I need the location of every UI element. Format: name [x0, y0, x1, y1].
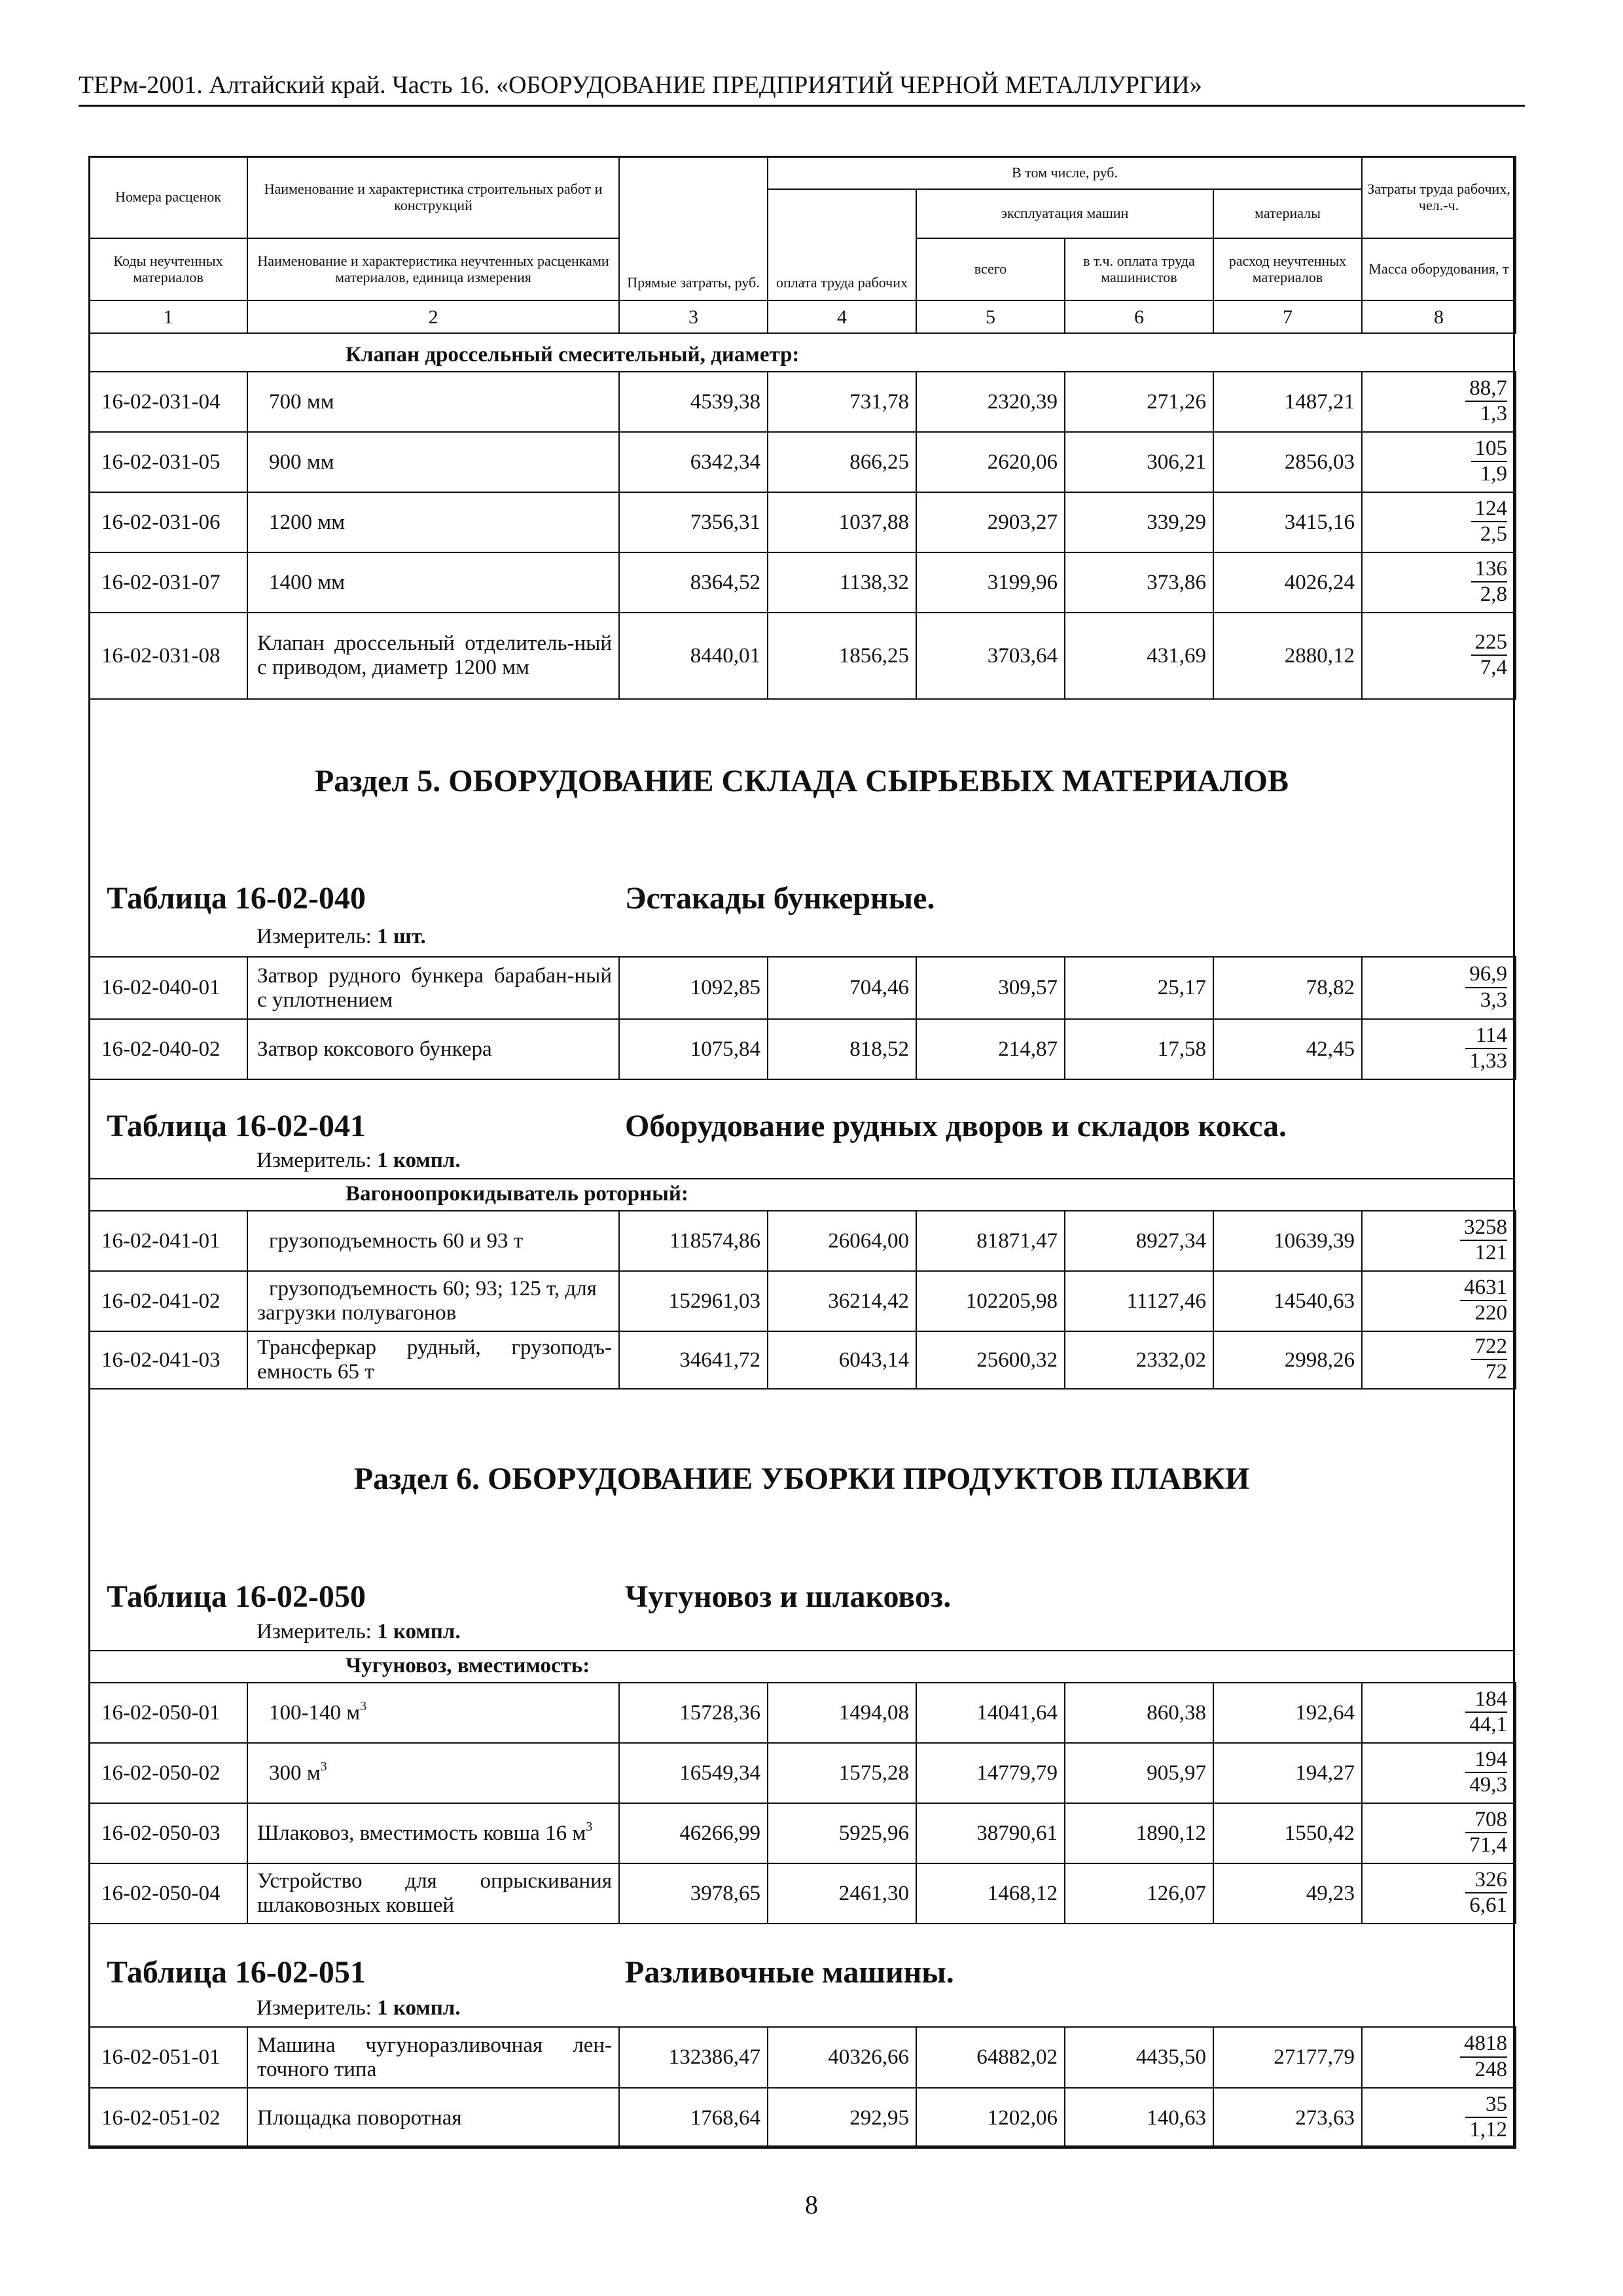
column-number: 8: [1362, 300, 1516, 333]
direct-cost: 16549,34: [619, 1743, 768, 1803]
rate-name: [247, 1683, 619, 1743]
measurement-unit: [257, 1996, 461, 2020]
group-subtitle: Клапан дроссельный смесительный, диаметр:: [89, 339, 1516, 372]
machines-header: эксплуатация машин: [916, 189, 1213, 238]
rate-number-header: Номера расценок: [89, 156, 247, 238]
operators-pay: 25,17: [1065, 957, 1213, 1019]
rate-code: 16-02-031-04: [89, 372, 247, 432]
direct-cost: 3978,65: [619, 1863, 768, 1924]
operators-pay: 271,26: [1065, 372, 1213, 432]
section-heading: Раздел 5. ОБОРУДОВАНИЕ СКЛАДА СЫРЬЕВЫХ МАТЕРИАЛОВ: [314, 764, 1289, 798]
labor-value: 184: [1465, 1689, 1507, 1713]
operators-pay: 2332,02: [1065, 1331, 1213, 1389]
column-number: 5: [916, 300, 1065, 333]
direct-cost: 46266,99: [619, 1803, 768, 1863]
labor-value: 114: [1465, 1025, 1507, 1050]
materials-cost: 1550,42: [1213, 1803, 1362, 1863]
machines-total: 64882,02: [916, 2027, 1065, 2088]
workers-pay: 818,52: [768, 1019, 916, 1079]
operators-pay: 126,07: [1065, 1863, 1213, 1924]
rate-name-text: Шлаковоз, вместимость ковша 16 м: [257, 1821, 586, 1845]
materials-cost: 192,64: [1213, 1683, 1362, 1743]
labor-mass: [1362, 1803, 1516, 1863]
including-header: В том числе, руб.: [768, 156, 1362, 189]
materials-cost: 78,82: [1213, 957, 1362, 1019]
labor-mass: [1362, 1863, 1516, 1924]
materials-cost: 42,45: [1213, 1019, 1362, 1079]
rate-code: 16-02-050-04: [89, 1863, 247, 1924]
rate-code: 16-02-051-02: [89, 2088, 247, 2148]
workers-pay: 2461,30: [768, 1863, 916, 1924]
table-row: [89, 1743, 1516, 1803]
operators-pay: 373,86: [1065, 552, 1213, 613]
mass-value: 1,12: [1469, 2118, 1507, 2142]
workers-pay: 704,46: [768, 957, 916, 1019]
machines-total: 1468,12: [916, 1863, 1065, 1924]
operators-pay: 11127,46: [1065, 1271, 1213, 1331]
unit-value: 1 компл.: [377, 1149, 461, 1172]
measurement-unit: [257, 925, 426, 949]
workers-pay: 5925,96: [768, 1803, 916, 1863]
direct-cost: 15728,36: [619, 1683, 768, 1743]
labor-mass: [1362, 1683, 1516, 1743]
table-row: [89, 432, 1516, 492]
unaccounted-names-header: Наименование и характеристика неучтенных расценками материалов, единица измерения: [247, 238, 619, 300]
table-row: [89, 372, 1516, 432]
workers-pay: 1494,08: [768, 1683, 916, 1743]
group-subtitle: Чугуновоз, вместимость:: [89, 1650, 1516, 1683]
table-16-02-050: [88, 1650, 1516, 1924]
workers-pay: 731,78: [768, 372, 916, 432]
mass-value: 1,33: [1469, 1049, 1507, 1073]
column-number: 6: [1065, 300, 1213, 333]
rate-code: 16-02-041-01: [89, 1211, 247, 1271]
operators-pay: 140,63: [1065, 2088, 1213, 2148]
operators-pay: 4435,50: [1065, 2027, 1213, 2088]
mass-value: 121: [1474, 1241, 1508, 1265]
materials-cost: 2856,03: [1213, 432, 1362, 492]
rate-name: Машина чугуноразливочная лен-точного типа: [247, 2027, 619, 2088]
machines-total: 3703,64: [916, 613, 1065, 699]
machines-total: 3199,96: [916, 552, 1065, 613]
materials-cost: 1487,21: [1213, 372, 1362, 432]
section-heading: Раздел 6. ОБОРУДОВАНИЕ УБОРКИ ПРОДУКТОВ ПЛАВКИ: [353, 1462, 1250, 1496]
workers-pay: 6043,14: [768, 1331, 916, 1389]
materials-cost: 10639,39: [1213, 1211, 1362, 1271]
mass-value: 1,3: [1480, 402, 1508, 426]
unit-value: 1 компл.: [377, 1620, 461, 1643]
table-row: [89, 2088, 1516, 2148]
equipment-mass-header: Масса оборудования, т: [1362, 238, 1516, 300]
table-row: [89, 1271, 1516, 1331]
workers-pay: 36214,42: [768, 1271, 916, 1331]
table-number: Таблица 16-02-050: [107, 1579, 366, 1614]
rate-name-text: 300 м: [269, 1761, 321, 1785]
mass-value: 6,61: [1469, 1893, 1507, 1918]
workers-pay: 26064,00: [768, 1211, 916, 1271]
rate-name: [247, 1803, 619, 1863]
group-subtitle: Вагоноопрокидыватель роторный:: [89, 1178, 1516, 1211]
mass-value: 1,9: [1480, 462, 1508, 486]
operators-pay: 1890,12: [1065, 1803, 1213, 1863]
mass-value: 71,4: [1469, 1833, 1507, 1857]
unaccounted-materials-header: расход неучтенных материалов: [1213, 238, 1362, 300]
mass-value: 248: [1474, 2057, 1507, 2081]
labor-mass: [1362, 432, 1516, 492]
labor-mass: [1362, 1743, 1516, 1803]
total-header: всего: [916, 238, 1065, 300]
table-number: Таблица 16-02-041: [107, 1109, 366, 1143]
rate-code: 16-02-041-03: [89, 1331, 247, 1389]
labor-mass: [1362, 552, 1516, 613]
operators-pay: 860,38: [1065, 1683, 1213, 1743]
table-row: [89, 1331, 1516, 1389]
column-number: 3: [619, 300, 768, 333]
machines-total: 14041,64: [916, 1683, 1065, 1743]
column-header: [88, 156, 1516, 334]
materials-cost: 49,23: [1213, 1863, 1362, 1924]
machines-total: 1202,06: [916, 2088, 1065, 2148]
labor-value: 722: [1471, 1336, 1508, 1361]
table-name: Оборудование рудных дворов и складов кокса.: [625, 1109, 1287, 1143]
materials-cost: 273,63: [1213, 2088, 1362, 2148]
measurement-unit: [257, 1149, 461, 1173]
direct-costs-header: Прямые затраты, руб.: [619, 156, 768, 300]
machines-total: 81871,47: [916, 1211, 1065, 1271]
table-16-02-041: [88, 1178, 1516, 1390]
table-row: [89, 552, 1516, 613]
workers-pay: 40326,66: [768, 2027, 916, 2088]
workers-pay: 1856,25: [768, 613, 916, 699]
rate-code: 16-02-051-01: [89, 2027, 247, 2088]
rate-name: 1200 мм: [247, 492, 619, 552]
labor-mass: [1362, 492, 1516, 552]
superscript: 3: [320, 1759, 327, 1774]
direct-cost: 1768,64: [619, 2088, 768, 2148]
mass-value: 2,8: [1480, 583, 1508, 607]
rate-name-text: 100-140 м: [269, 1700, 361, 1725]
direct-cost: 8364,52: [619, 552, 768, 613]
labor-mass: [1362, 957, 1516, 1019]
machines-total: 25600,32: [916, 1331, 1065, 1389]
workers-pay: 866,25: [768, 432, 916, 492]
superscript: 3: [360, 1698, 367, 1713]
materials-cost: 2880,12: [1213, 613, 1362, 699]
direct-cost: 8440,01: [619, 613, 768, 699]
labor-value: 124: [1471, 498, 1508, 523]
unit-label: Измеритель:: [257, 1996, 372, 2020]
workers-pay-header: оплата труда рабочих: [768, 189, 916, 300]
materials-cost: 27177,79: [1213, 2027, 1362, 2088]
machines-total: 38790,61: [916, 1803, 1065, 1863]
workers-pay: 1037,88: [768, 492, 916, 552]
rate-name: грузоподъемность 60; 93; 125 т, для загрузки полувагонов: [247, 1271, 619, 1331]
unit-value: 1 компл.: [377, 1996, 461, 2020]
operators-pay: 905,97: [1065, 1743, 1213, 1803]
labor-value: 3258: [1460, 1217, 1507, 1242]
labor-value: 225: [1471, 632, 1508, 656]
rate-code: 16-02-031-07: [89, 552, 247, 613]
table-row: [89, 1683, 1516, 1743]
mass-value: 2,5: [1480, 522, 1508, 547]
direct-cost: 4539,38: [619, 372, 768, 432]
header-rule: [79, 105, 1525, 107]
table-name: Эстакады бункерные.: [625, 881, 935, 916]
rate-name: Затвор коксового бункера: [247, 1019, 619, 1079]
machines-total: 102205,98: [916, 1271, 1065, 1331]
table-16-02-051: [88, 2026, 1516, 2149]
unit-label: Измеритель:: [257, 925, 372, 948]
unit-label: Измеритель:: [257, 1620, 372, 1643]
workers-pay: 1575,28: [768, 1743, 916, 1803]
rate-name: Трансферкар рудный, грузоподъ-емность 65 т: [247, 1331, 619, 1389]
labor-value: 35: [1465, 2094, 1507, 2119]
table-name: Чугуновоз и шлаковоз.: [625, 1579, 952, 1614]
direct-cost: 6342,34: [619, 432, 768, 492]
workers-pay: 1138,32: [768, 552, 916, 613]
column-number: 7: [1213, 300, 1362, 333]
rate-name: [247, 1743, 619, 1803]
direct-cost: 152961,03: [619, 1271, 768, 1331]
table-number: Таблица 16-02-051: [107, 1955, 366, 1990]
direct-cost: 34641,72: [619, 1331, 768, 1389]
operators-pay: 339,29: [1065, 492, 1213, 552]
rate-code: 16-02-050-03: [89, 1803, 247, 1863]
unit-label: Измеритель:: [257, 1149, 372, 1172]
workers-pay: 292,95: [768, 2088, 916, 2148]
rate-code: 16-02-031-05: [89, 432, 247, 492]
mass-value: 44,1: [1469, 1713, 1507, 1737]
rate-name: Площадка поворотная: [247, 2088, 619, 2148]
rate-name: 900 мм: [247, 432, 619, 492]
rate-code: 16-02-041-02: [89, 1271, 247, 1331]
labor-mass: [1362, 1271, 1516, 1331]
mass-value: 49,3: [1469, 1773, 1507, 1797]
column-number: 2: [247, 300, 619, 333]
column-number: 1: [89, 300, 247, 333]
labor-mass: [1362, 2088, 1516, 2148]
labor-mass: [1362, 613, 1516, 699]
measurement-unit: [257, 1620, 461, 1644]
labor-mass: [1362, 1019, 1516, 1079]
rate-code: 16-02-031-06: [89, 492, 247, 552]
rate-code: 16-02-031-08: [89, 613, 247, 699]
materials-cost: 194,27: [1213, 1743, 1362, 1803]
operators-pay: 8927,34: [1065, 1211, 1213, 1271]
rate-name: 700 мм: [247, 372, 619, 432]
superscript: 3: [586, 1819, 593, 1834]
unit-value: 1 шт.: [377, 925, 426, 948]
operators-pay: 17,58: [1065, 1019, 1213, 1079]
mass-value: 72: [1486, 1360, 1508, 1384]
table-row: [89, 957, 1516, 1019]
labor-value: 194: [1465, 1749, 1507, 1774]
materials-cost: 4026,24: [1213, 552, 1362, 613]
rate-code: 16-02-050-01: [89, 1683, 247, 1743]
table-row: [89, 613, 1516, 699]
work-name-header: Наименование и характеристика строительных работ и конструкций: [247, 156, 619, 238]
labor-mass: [1362, 372, 1516, 432]
labor-value: 4631: [1460, 1277, 1507, 1302]
labor-mass: [1362, 2027, 1516, 2088]
labor-mass: [1362, 1211, 1516, 1271]
machines-total: 2320,39: [916, 372, 1065, 432]
rate-name: 1400 мм: [247, 552, 619, 613]
operators-pay-header: в т.ч. оплата труда машинистов: [1065, 238, 1213, 300]
mass-value: 3,3: [1480, 988, 1507, 1012]
table-row: [89, 1019, 1516, 1079]
table-row: [89, 1863, 1516, 1924]
rate-name: Затвор рудного бункера барабан-ный с уплотнением: [247, 957, 619, 1019]
table-number: Таблица 16-02-040: [107, 881, 366, 916]
labor-value: 88,7: [1465, 378, 1507, 403]
table-row: [89, 2027, 1516, 2088]
direct-cost: 118574,86: [619, 1211, 768, 1271]
materials-header: материалы: [1213, 189, 1362, 238]
direct-cost: 1092,85: [619, 957, 768, 1019]
machines-total: 14779,79: [916, 1743, 1065, 1803]
direct-cost: 1075,84: [619, 1019, 768, 1079]
operators-pay: 306,21: [1065, 432, 1213, 492]
direct-cost: 132386,47: [619, 2027, 768, 2088]
labor-value: 96,9: [1465, 963, 1507, 988]
mass-value: 220: [1474, 1301, 1508, 1325]
labor-value: 326: [1465, 1869, 1507, 1894]
labor-mass: [1362, 1331, 1516, 1389]
machines-total: 2620,06: [916, 432, 1065, 492]
materials-cost: 2998,26: [1213, 1331, 1362, 1389]
rate-code: 16-02-040-01: [89, 957, 247, 1019]
running-header: ТЕРм-2001. Алтайский край. Часть 16. «ОБОРУДОВАНИЕ ПРЕДПРИЯТИЙ ЧЕРНОЙ МЕТАЛЛУРГИИ»: [79, 71, 1202, 99]
rate-name: Клапан дроссельный отделитель-ный с приводом, диаметр 1200 мм: [247, 613, 619, 699]
group1-table: [88, 339, 1516, 700]
table-name: Разливочные машины.: [625, 1955, 954, 1990]
labor-value: 708: [1465, 1809, 1507, 1834]
table-row: [89, 1803, 1516, 1863]
unaccounted-codes-header: Коды неучтенных материалов: [89, 238, 247, 300]
labor-costs-header: Затраты труда рабочих, чел.-ч.: [1362, 156, 1516, 238]
page-number: 8: [805, 2190, 818, 2219]
labor-value: 105: [1471, 438, 1508, 463]
labor-value: 4818: [1460, 2033, 1507, 2058]
column-number: 4: [768, 300, 916, 333]
table-16-02-040: [88, 956, 1516, 1080]
mass-value: 7,4: [1480, 656, 1508, 680]
materials-cost: 3415,16: [1213, 492, 1362, 552]
rate-code: 16-02-050-02: [89, 1743, 247, 1803]
machines-total: 214,87: [916, 1019, 1065, 1079]
rate-name: Устройство для опрыскивания шлаковозных ковшей: [247, 1863, 619, 1924]
machines-total: 2903,27: [916, 492, 1065, 552]
table-row: [89, 492, 1516, 552]
rate-name: грузоподъемность 60 и 93 т: [247, 1211, 619, 1271]
direct-cost: 7356,31: [619, 492, 768, 552]
labor-value: 136: [1471, 558, 1508, 583]
machines-total: 309,57: [916, 957, 1065, 1019]
rate-code: 16-02-040-02: [89, 1019, 247, 1079]
table-row: [89, 1211, 1516, 1271]
materials-cost: 14540,63: [1213, 1271, 1362, 1331]
operators-pay: 431,69: [1065, 613, 1213, 699]
